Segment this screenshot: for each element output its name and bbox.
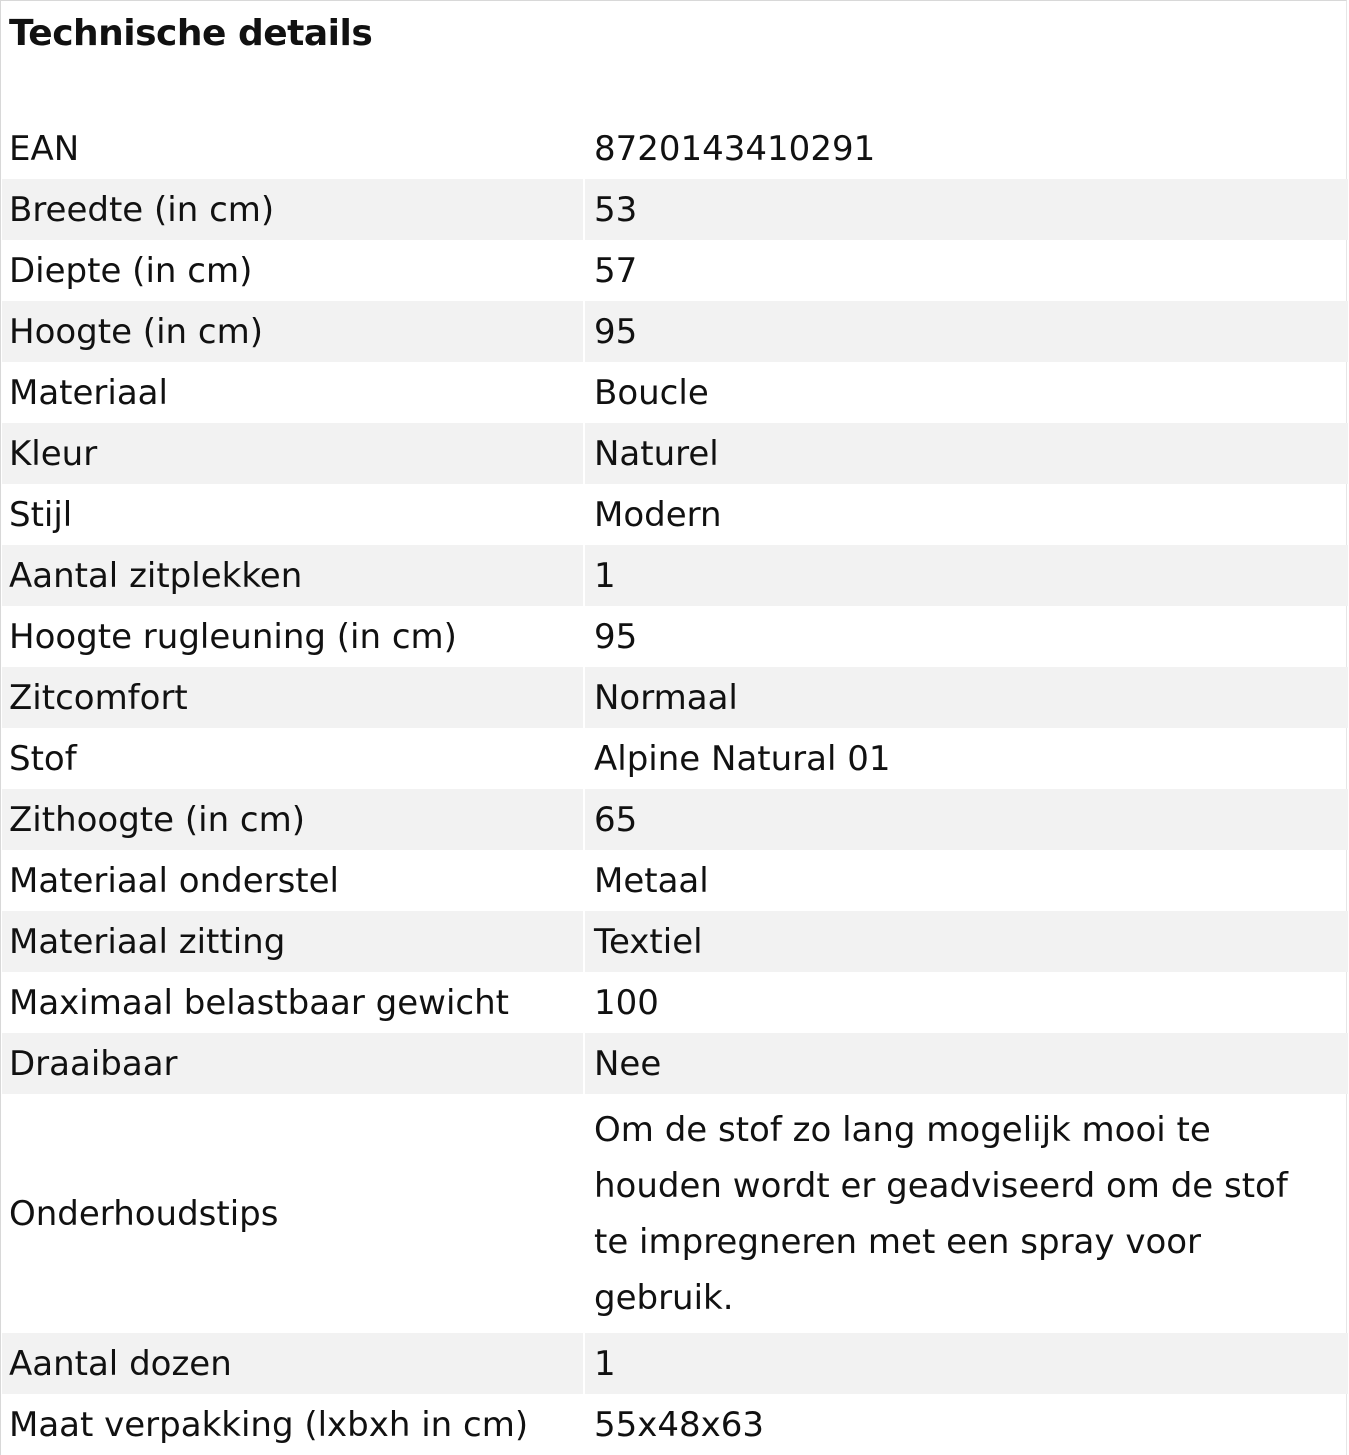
row-label: Onderhoudstips (9, 1193, 279, 1234)
row-value: Normaal (594, 677, 738, 718)
table-row (2, 728, 1348, 789)
row-value: 53 (594, 189, 638, 230)
row-value: 95 (594, 311, 638, 352)
row-label: Draaibaar (2, 1033, 585, 1094)
table-row (2, 1333, 1348, 1394)
table-row (2, 362, 1348, 423)
row-label: Aantal zitplekken (2, 545, 585, 606)
row-label: Materiaal (9, 372, 168, 413)
row-label: Diepte (in cm) (9, 250, 253, 291)
row-label: Hoogte rugleuning (in cm) (9, 616, 457, 657)
row-label: Maximaal belastbaar gewicht (9, 982, 509, 1023)
row-value: Textiel (594, 921, 703, 962)
row-value: 65 (594, 799, 638, 840)
row-value: Modern (594, 494, 722, 535)
row-label: Zithoogte (in cm) (2, 789, 585, 850)
table-row (2, 789, 1348, 850)
table-row (2, 301, 1348, 362)
row-value: Nee (594, 1043, 662, 1084)
row-value: Alpine Natural 01 (594, 738, 891, 779)
row-value: 55x48x63 (594, 1404, 765, 1445)
row-label: Stijl (9, 494, 73, 535)
row-label: Kleur (2, 423, 585, 484)
row-label: Materiaal onderstel (9, 860, 340, 901)
row-value: 57 (594, 250, 638, 291)
table-row (2, 423, 1348, 484)
spec-table (2, 119, 1348, 1455)
row-label: Stof (9, 738, 77, 779)
row-label: Hoogte (in cm) (2, 301, 585, 362)
table-row (2, 240, 1348, 301)
row-value: Boucle (594, 372, 709, 413)
row-value: 100 (594, 982, 659, 1023)
row-value: Metaal (594, 860, 709, 901)
row-value: 8720143410291 (594, 129, 876, 169)
row-value: Om de stof zo lang mogelijk mooi te houden wordt er geadviseerd om de stof te impregneren met een spray voor gebruik. (594, 1109, 1288, 1318)
row-label: EAN (9, 129, 80, 169)
table-row (2, 179, 1348, 240)
table-row (2, 1094, 1348, 1333)
table-row (2, 972, 1348, 1033)
row-label: Zitcomfort (2, 667, 585, 728)
row-label: Breedte (in cm) (2, 179, 585, 240)
table-row (2, 667, 1348, 728)
table-row (2, 545, 1348, 606)
row-label: Aantal dozen (2, 1333, 585, 1394)
row-label: Maat verpakking (lxbxh in cm) (9, 1404, 529, 1445)
table-row (2, 1033, 1348, 1094)
table-row (2, 911, 1348, 972)
row-value: 95 (594, 616, 638, 657)
table-row (2, 606, 1348, 667)
row-value: 1 (594, 555, 616, 596)
table-row (2, 850, 1348, 911)
row-value: 1 (594, 1343, 616, 1384)
table-row (2, 119, 1348, 179)
table-row (2, 1394, 1348, 1455)
row-value: Naturel (594, 433, 719, 474)
row-label: Materiaal zitting (2, 911, 585, 972)
table-row (2, 484, 1348, 545)
section-title: Technische details (9, 13, 373, 54)
